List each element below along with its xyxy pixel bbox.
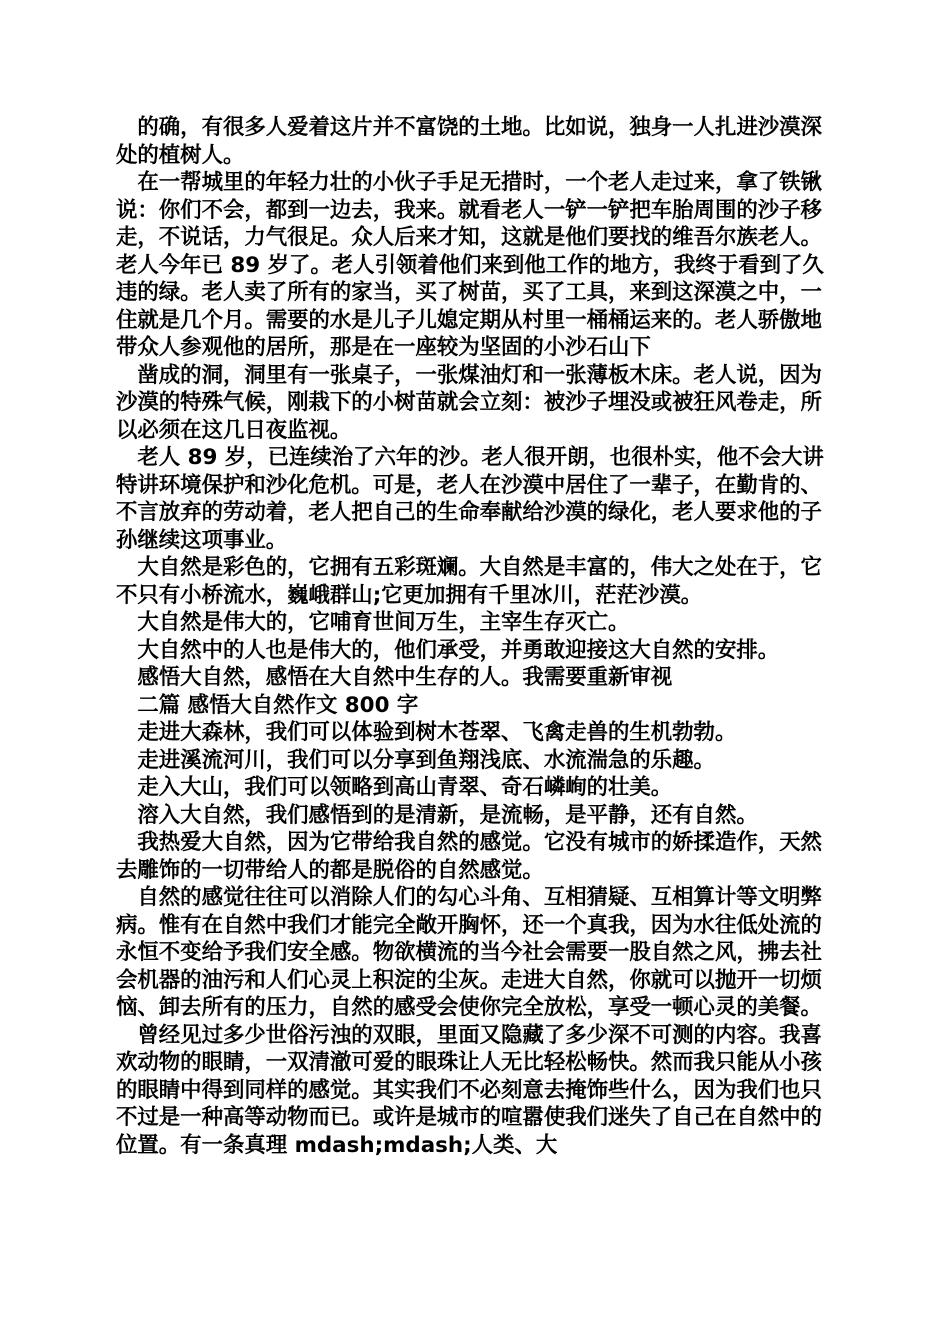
paragraph: 凿成的洞，洞里有一张桌子，一张煤油灯和一张薄板木床。老人说，因为沙漠的特殊气候，刚栽下的小树苗就会立刻：被沙子埋没或被狂风卷走，所以必须在这几日夜监视。 xyxy=(116,362,822,443)
paragraph: 的确，有很多人爱着这片并不富饶的土地。比如说，独身一人扎进沙漠深处的植树人。 xyxy=(116,115,822,168)
section-heading: 二篇 感悟大自然作文 800 字 xyxy=(116,692,419,718)
paragraph: 感悟大自然，感悟在大自然中生存的人。我需要重新审视 xyxy=(116,665,673,690)
paragraph: 走进大森林，我们可以体验到树木苍翠、飞禽走兽的生机勃勃。 xyxy=(116,720,737,745)
paragraph: 我热爱大自然，因为它带给我自然的感觉。它没有城市的娇揉造作，天然去雕饰的一切带给人的都是脱俗的自然感觉。 xyxy=(116,830,822,883)
paragraph: 自然的感觉往往可以消除人们的勾心斗角、互相猜疑、互相算计等文明弊病。惟有在自然中我们才能完全敞开胸怀，还一个真我，因为水往低处流的永恒不变给予我们安全感。物欲横流的当今社会需要一股自然之风，拂去社会机器的油污和人们心灵上积淀的尘灰。走进大自然，你就可以抛开一切烦恼、卸去所有的压力，自然的感受会使你完全放松，享受一顿心灵的美餐。 xyxy=(116,885,822,1020)
paragraph: 大自然是伟大的，它哺育世间万生，主宰生存灭亡。 xyxy=(116,610,630,635)
paragraph: 曾经见过多少世俗污浊的双眼，里面又隐藏了多少深不可测的内容。我喜欢动物的眼睛，一双清澈可爱的眼珠让人无比轻松畅快。然而我只能从小孩的眼睛中得到同样的感觉。其实我们不必刻意去掩饰些什么，因为我们也只不过是一种高等动物而已。或许是城市的喧嚣使我们迷失了自己在自然中的位置。有一条真理 mdash;mdash;人类、大 xyxy=(116,1022,822,1158)
paragraph: 溶入大自然，我们感悟到的是清新，是流畅，是平静，还有自然。 xyxy=(116,802,758,828)
paragraph: 走入大山，我们可以领略到高山青翠、奇石嶙峋的壮美。 xyxy=(116,775,673,800)
paragraph: 大自然是彩色的，它拥有五彩斑斓。大自然是丰富的，伟大之处在于，它不只有小桥流水，巍峨群山;它更加拥有千里冰川，茫茫沙漠。 xyxy=(116,555,822,608)
paragraph: 在一帮城里的年轻力壮的小伙子手足无措时，一个老人走过来，拿了铁锹说：你们不会，都到一边去，我来。就看老人一铲一铲把车胎周围的沙子移走，不说话，力气很足。众人后来才知，这就是他们要找的维吾尔族老人。老人今年已 89 岁了。老人引领着他们来到他工作的地方，我终于看到了久违的绿。老人卖了所有的家当，买了树苗，买了工具，来到这深漠之中，一住就是几个月。需要的水是儿子儿媳定期从村里一桶桶运来的。老人骄傲地带众人参观他的居所，那是在一座较为坚固的小沙石山下 xyxy=(116,170,824,360)
document-body xyxy=(116,114,841,1159)
paragraph: 老人 89 岁，已连续治了六年的沙。老人很开朗，也很朴实，他不会大讲特讲环境保护和沙化危机。可是，老人在沙漠中居住了一辈子，在勤肯的、不言放弃的劳动着，老人把自己的生命奉献给沙漠的绿化，老人要求他的子孙继续这项事业。 xyxy=(116,445,824,553)
paragraph: 大自然中的人也是伟大的，他们承受，并勇敢迎接这大自然的安排。 xyxy=(116,637,780,663)
paragraph: 走进溪流河川，我们可以分享到鱼翔浅底、水流湍急的乐趣。 xyxy=(116,747,715,773)
